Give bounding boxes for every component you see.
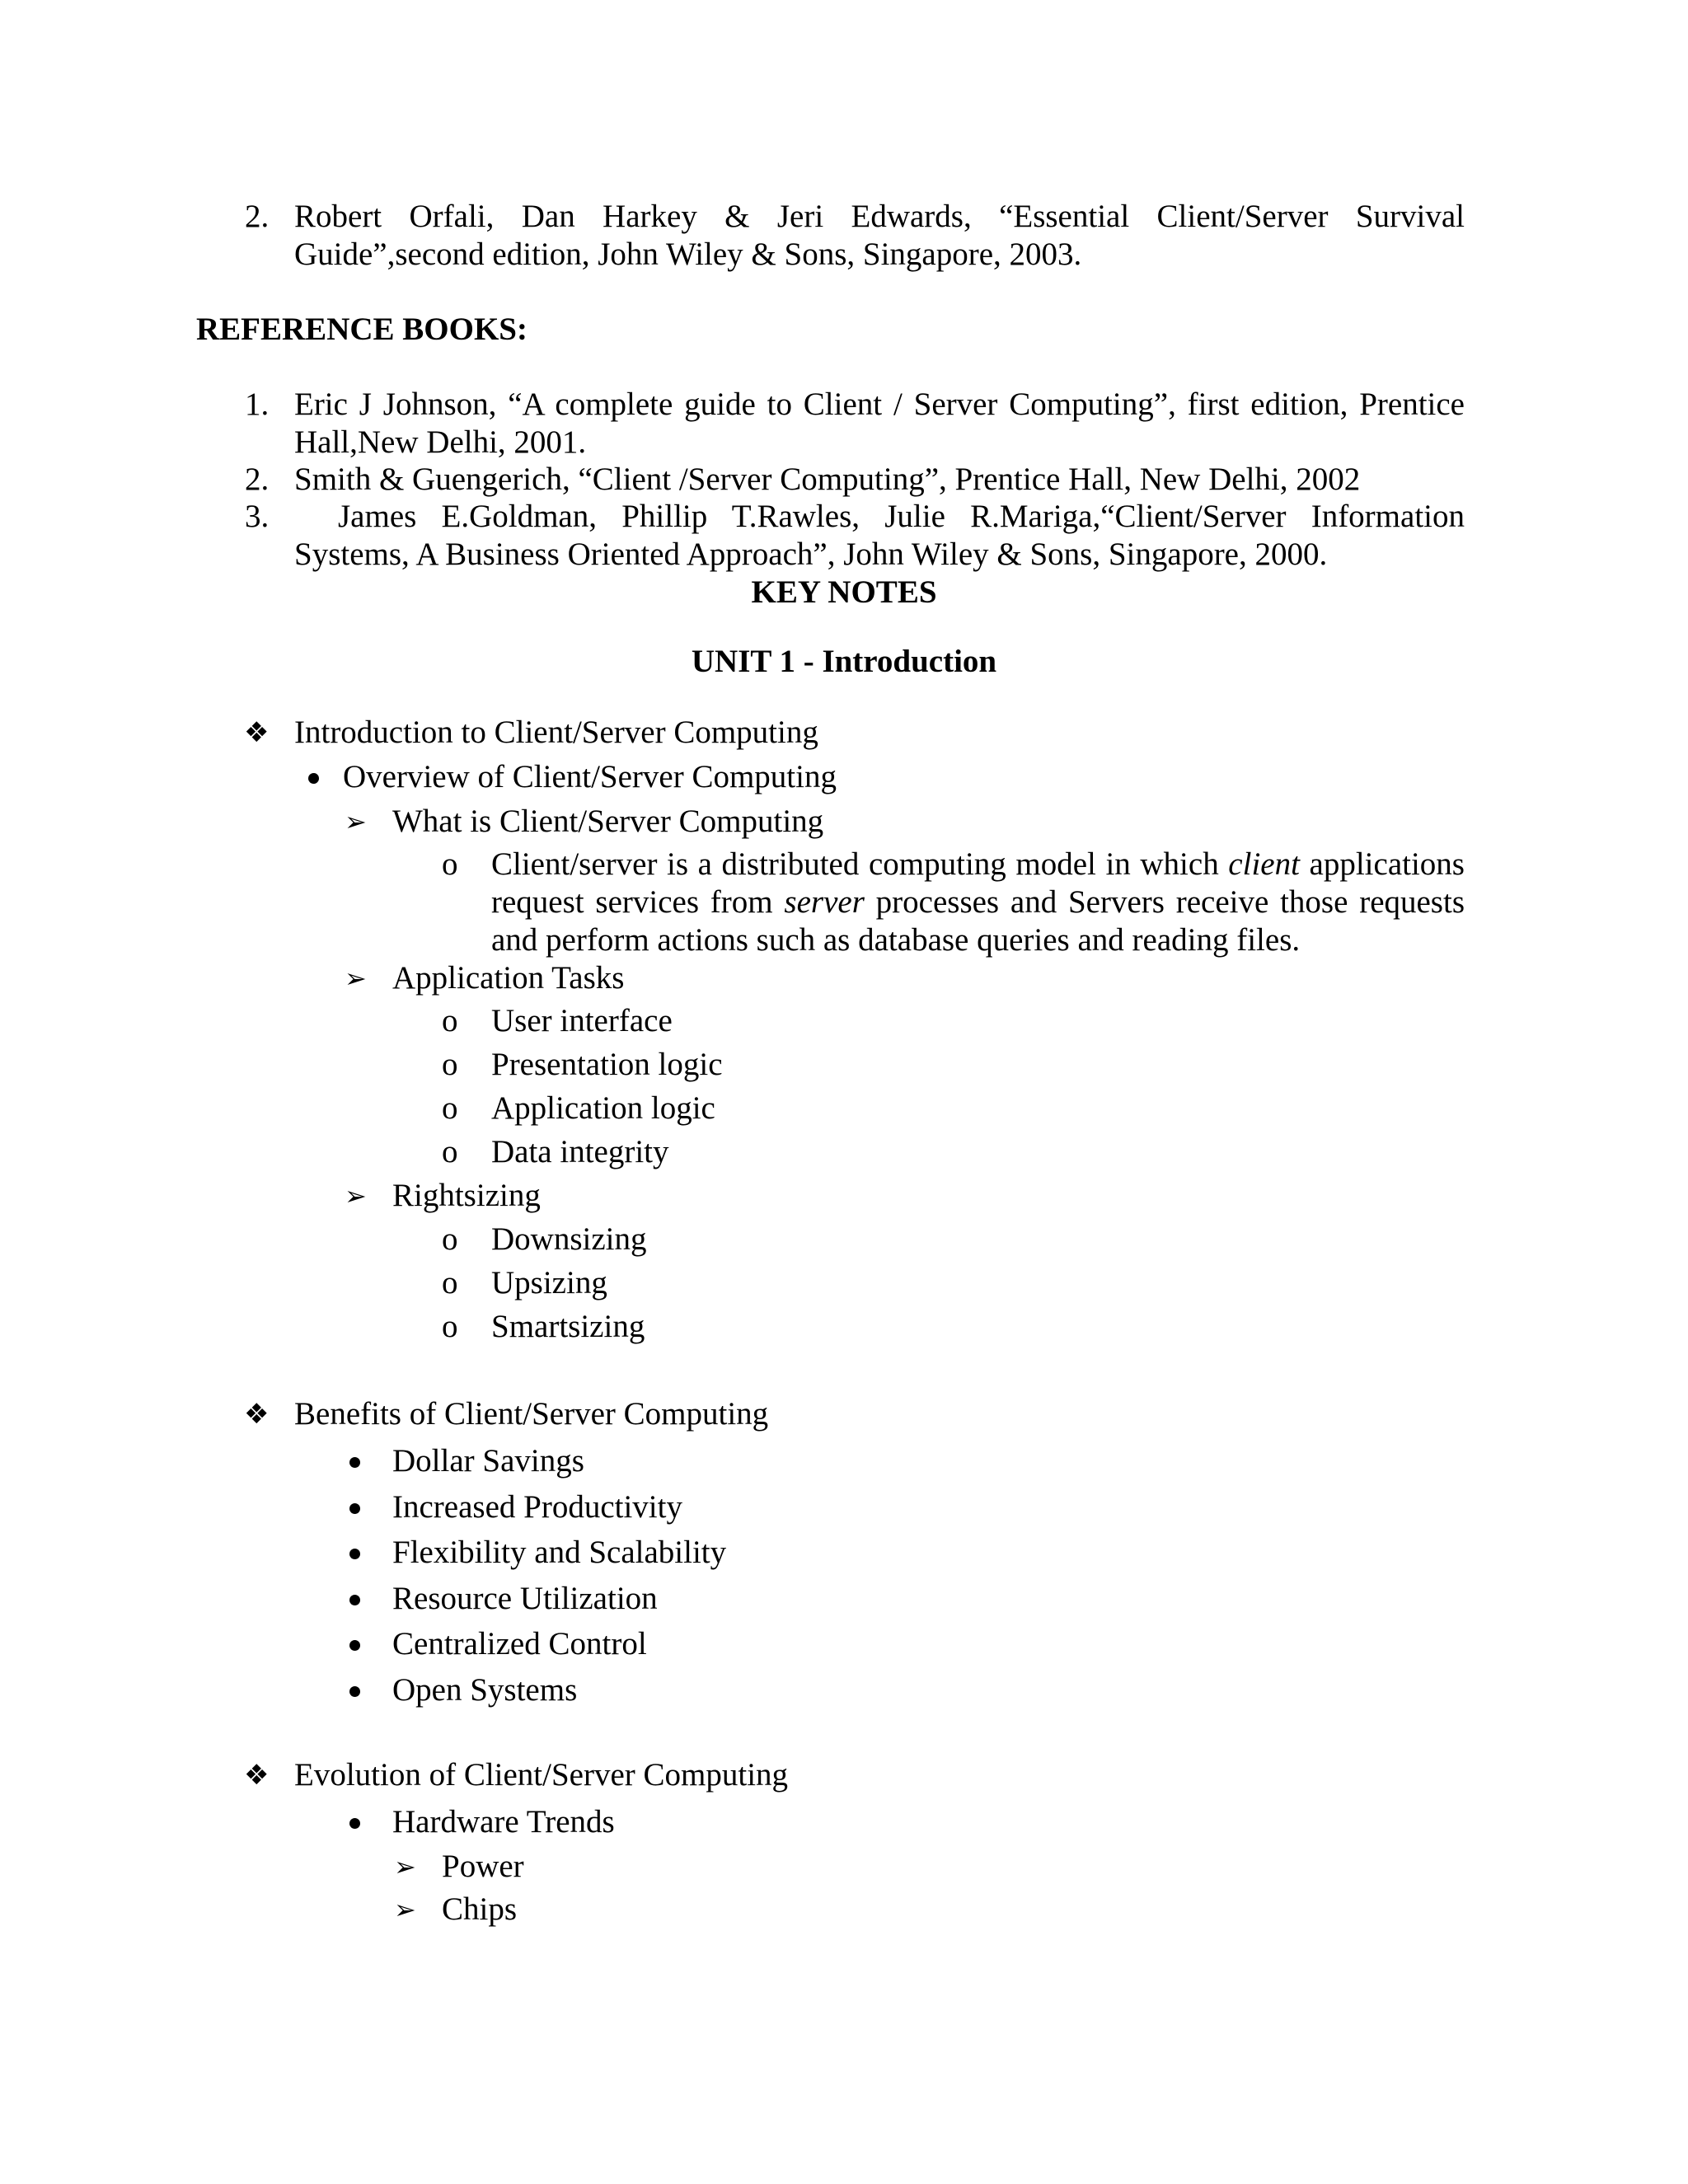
arrowhead-bullet-icon: ➢ <box>345 963 367 994</box>
circle-bullet-icon: o <box>442 1265 458 1301</box>
subsection-title: Hardware Trends <box>392 1804 615 1840</box>
reference-text: Smith & Guengerich, “Client /Server Computing”, Prentice Hall, New Delhi, 2002 <box>294 462 1361 497</box>
dot-bullet-icon <box>349 1595 360 1605</box>
dot-bullet-icon <box>349 1549 360 1559</box>
key-notes-heading: KEY NOTES <box>751 574 937 610</box>
reference-text: Eric J Johnson, “A complete guide to Client / Server Computing”, first edition, Prentice <box>294 387 1465 422</box>
list-item: Resource Utilization <box>392 1581 658 1616</box>
list-number: 2. <box>245 462 270 497</box>
arrowhead-bullet-icon: ➢ <box>345 1180 367 1212</box>
list-number: 3. <box>245 499 270 534</box>
list-item: Data integrity <box>491 1134 669 1169</box>
reference-text: Hall,New Delhi, 2001. <box>294 424 587 460</box>
list-item: Power <box>442 1849 524 1884</box>
reference-text: Guide”,second edition, John Wiley & Sons, Singapore, 2003. <box>294 237 1082 272</box>
dot-bullet-icon <box>308 773 319 784</box>
section-title: Evolution of Client/Server Computing <box>294 1757 789 1793</box>
topic-title: Rightsizing <box>392 1178 541 1213</box>
diamond-bullet-icon: ❖ <box>244 1398 270 1431</box>
circle-bullet-icon: o <box>442 1134 458 1169</box>
circle-bullet-icon: o <box>442 1003 458 1038</box>
diamond-bullet-icon: ❖ <box>244 716 270 749</box>
arrowhead-bullet-icon: ➢ <box>394 1894 416 1925</box>
list-item: Chips <box>442 1891 518 1927</box>
topic-title: Application Tasks <box>392 960 625 996</box>
list-item: User interface <box>491 1003 673 1038</box>
dot-bullet-icon <box>349 1686 360 1697</box>
list-item: Smartsizing <box>491 1309 645 1344</box>
list-number: 2. <box>245 199 270 234</box>
subsection-title: Overview of Client/Server Computing <box>343 759 837 794</box>
list-number: 1. <box>245 387 270 422</box>
dot-bullet-icon <box>349 1818 360 1829</box>
list-item: Centralized Control <box>392 1626 647 1661</box>
reference-books-heading: REFERENCE BOOKS: <box>196 312 528 347</box>
circle-bullet-icon: o <box>442 846 458 882</box>
reference-text: Systems, A Business Oriented Approach”, John Wiley & Sons, Singapore, 2000. <box>294 537 1328 572</box>
reference-text: Robert Orfali, Dan Harkey & Jeri Edwards, “Essential Client/Server Survival <box>294 199 1465 234</box>
reference-text: James E.Goldman, Phillip T.Rawles, Julie R.Mariga,“Client/Server Information <box>338 499 1465 534</box>
diamond-bullet-icon: ❖ <box>244 1759 270 1792</box>
list-item: Dollar Savings <box>392 1443 584 1479</box>
dot-bullet-icon <box>349 1640 360 1651</box>
list-item: Presentation logic <box>491 1047 723 1082</box>
topic-title: What is Client/Server Computing <box>392 804 824 839</box>
list-item: Open Systems <box>392 1672 578 1708</box>
dot-bullet-icon <box>349 1457 360 1468</box>
circle-bullet-icon: o <box>442 1047 458 1082</box>
list-item: Flexibility and Scalability <box>392 1535 727 1570</box>
section-title: Benefits of Client/Server Computing <box>294 1396 769 1432</box>
list-item: Increased Productivity <box>392 1489 682 1525</box>
dot-bullet-icon <box>349 1503 360 1514</box>
list-item: Application logic <box>491 1090 715 1126</box>
definition-line: request services from server processes and Servers receive those requests <box>491 884 1465 920</box>
definition-line: Client/server is a distributed computing model in which client applications <box>491 846 1465 882</box>
list-item: Downsizing <box>491 1221 647 1257</box>
circle-bullet-icon: o <box>442 1221 458 1257</box>
section-title: Introduction to Client/Server Computing <box>294 715 818 750</box>
circle-bullet-icon: o <box>442 1090 458 1126</box>
list-item: Upsizing <box>491 1265 607 1301</box>
circle-bullet-icon: o <box>442 1309 458 1344</box>
definition-line: and perform actions such as database queries and reading files. <box>491 922 1301 958</box>
unit-title: UNIT 1 - Introduction <box>691 644 997 679</box>
arrowhead-bullet-icon: ➢ <box>394 1851 416 1882</box>
arrowhead-bullet-icon: ➢ <box>345 806 367 837</box>
